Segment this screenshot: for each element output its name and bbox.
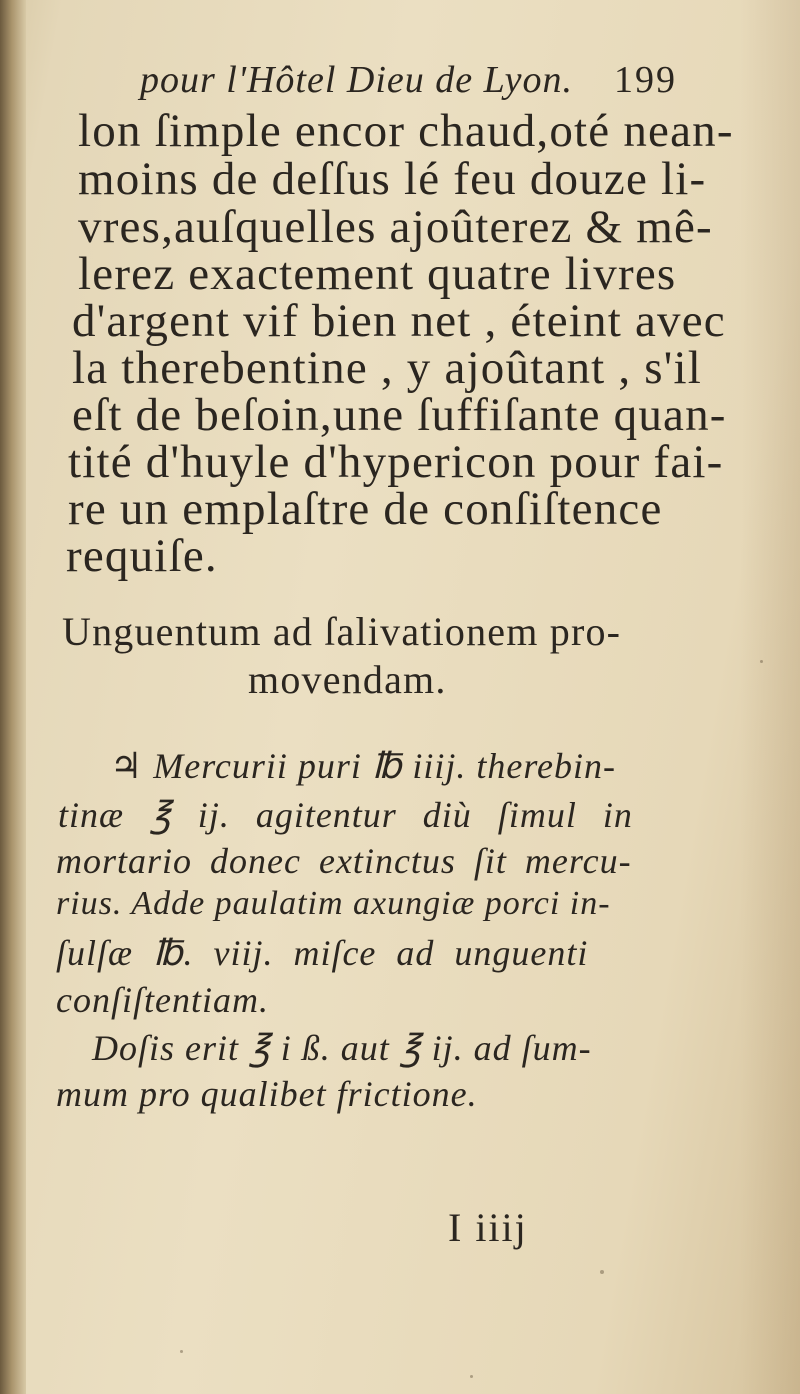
body-line: lerez exactement quatre livres [78, 248, 677, 300]
page-number: 199 [614, 59, 677, 101]
dosis-line: Doſis erit ℥ i ß. aut ℥ ij. ad ſum- [92, 1028, 592, 1068]
body-line: vres,auſquelles ajoûterez & mê- [78, 201, 713, 253]
body-line: re un emplaſtre de conſiſtence [68, 483, 663, 535]
recipe-heading-line2: movendam. [248, 657, 447, 702]
binding-shadow [0, 0, 26, 1394]
page-edge-shadow [740, 0, 800, 1394]
recipe-line: conſiſtentiam. [56, 980, 269, 1020]
recipe-line: ♃ Mercurii puri ℔ iiij. therebin- [110, 746, 616, 786]
recipe-line: tinæ ℥ ij. agitentur diù ſimul in [58, 795, 633, 835]
running-head-title: pour l'Hôtel Dieu de Lyon. [140, 59, 573, 101]
paper-fleck [470, 1375, 473, 1378]
body-line: moins de deſſus lé feu douze li- [78, 153, 707, 205]
paper-fleck [760, 660, 763, 663]
body-line: la therebentine , y ajoûtant , s'il [72, 342, 702, 394]
body-line: lon ſimple encor chaud,oté nean- [78, 105, 734, 157]
paper-fleck [180, 1350, 183, 1353]
body-line: requiſe. [66, 530, 218, 582]
signature-mark: I iiij [448, 1205, 528, 1250]
body-line: d'argent vif bien net , éteint avec [72, 295, 726, 347]
dosis-line: mum pro qualibet frictione. [56, 1074, 478, 1114]
body-line: eſt de beſoin,une ſuffiſante quan- [72, 389, 727, 441]
body-line: tité d'huyle d'hypericon pour fai- [68, 436, 724, 488]
paper-fleck [600, 1270, 604, 1274]
recipe-line: mortario donec extinctus ſit mercu- [56, 841, 632, 881]
recipe-heading-line1: Unguentum ad ſalivationem pro- [62, 609, 622, 654]
recipe-line: rius. Adde paulatim axungiæ porci in- [56, 885, 611, 922]
recipe-line: ſulſæ ℔. viij. miſce ad unguenti [56, 933, 589, 973]
